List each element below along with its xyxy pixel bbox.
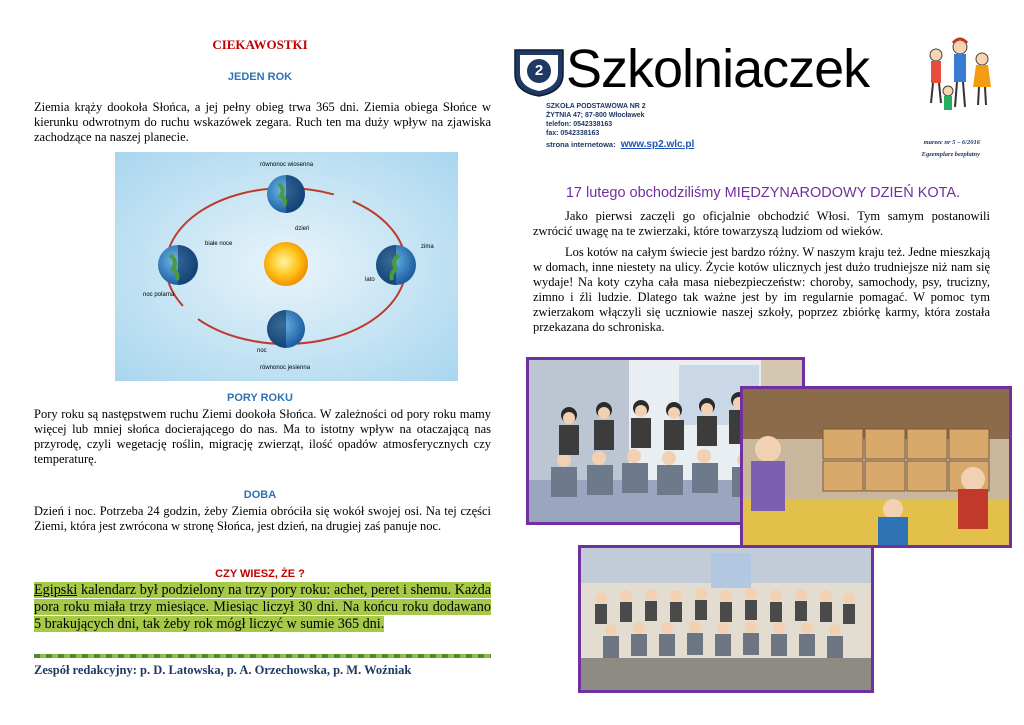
article-paragraph-1: Jako pierwsi zaczęli go oficjalnie obchodzić Włosi. Tym samym postanowili zwrócić uwagę na te zwierzaki, które towarzyszą ludziom od wieków. — [533, 209, 990, 238]
website-link[interactable]: www.sp2.wlc.pl — [620, 139, 695, 150]
school-phone: telefon: 0542338163 — [546, 121, 613, 128]
label-day: dzień — [295, 226, 310, 232]
label-winter: zima — [421, 244, 434, 250]
school-badge-icon — [512, 44, 566, 98]
label-polar-night: noc polarna — [143, 292, 175, 298]
earth-winter-left-icon — [158, 245, 198, 285]
website-row — [546, 139, 694, 150]
children-illustration — [918, 35, 998, 117]
earth-spring-icon — [267, 175, 305, 213]
editorial-team: Zespół redakcyjny: p. D. Latowska, p. A. Orzechowska, p. M. Woźniak — [34, 663, 412, 677]
class-photo-2 — [740, 386, 1012, 548]
badge-number: 2 — [534, 62, 544, 79]
issue-info: marzec nr 5 – 6/2016 — [923, 139, 980, 146]
did-you-know-text — [34, 582, 491, 633]
school-name: SZKOŁA PODSTAWOWA NR 2 — [546, 103, 646, 110]
egypt-word: Egipski — [34, 582, 78, 598]
section-title: CIEKAWOSTKI — [212, 37, 308, 52]
school-fax: fax: 0542338163 — [546, 130, 600, 137]
year-heading: JEDEN ROK — [227, 71, 293, 83]
earth-autumn-icon — [267, 310, 305, 348]
earth-orbit-diagram — [115, 152, 458, 381]
label-autumn: równonoc jesienna — [260, 365, 311, 371]
class-photo-3 — [578, 545, 874, 693]
school-address: ŻYTNIA 47; 87-800 Włocławek — [546, 112, 645, 119]
article-paragraph-2: Los kotów na całym świecie jest bardzo różny. W naszym kraju też. Jedne mieszkają w domach, inne niestety na ulicy. Życie kotów ulicznych jest dużo trudniejsze niż nam się wydaje! Na koty czyha cała masa niebezpieczeństw: choroby, samochody, psy, trucizny, zimno i źli ludzie. Dlatego tak ważne jest by im regularnie pomagać. W pomoc tym zwierzakom włączyli się uczniowie naszej szkoły, poprzez zbiórkę karmy, która została przekazana do schroniska. — [533, 245, 990, 334]
label-white-nights: białe noce — [205, 241, 233, 247]
earth-winter-right-icon — [376, 245, 416, 285]
article-title: 17 lutego obchodziliśmy MIĘDZYNARODOWY DZIEŃ KOTA. — [565, 185, 961, 201]
did-you-know-heading: CZY WIESZ, ŻE ? — [215, 568, 305, 580]
label-night: noc — [257, 348, 267, 354]
seasons-heading: PORY ROKU — [226, 392, 293, 404]
seasons-text: Pory roku są następstwem ruchu Ziemi dookoła Słońca. W zależności od pory roku mamy więcej lub mniej słońca docierającego do nas. Ma to istotny wpływ na otaczającą nas przyrodę, czyli wegetację roślin, migrację zwierząt, ilość opadów atmosferycznych czy temperaturę. — [34, 407, 491, 466]
day-text: Dzień i noc. Potrzeba 24 godzin, żeby Ziemia obróciła się wokół swojej osi. Na tej części Ziemi, która jest zwrócona w stronę Słońca, jest dzień, na drugiej zaś panuje noc. — [34, 504, 491, 533]
label-spring: równonoc wiosenna — [260, 162, 314, 168]
label-summer: lato — [365, 277, 375, 283]
year-text: Ziemia krąży dookoła Słońca, a jej pełny obieg trwa 365 dni. Ziemia obiega Słońce w kierunku odwrotnym do ruchu wskazówek zegara. Ruch ten ma duży wpływ na zjawiska zachodzące na naszej planecie. — [34, 100, 491, 144]
day-heading: DOBA — [243, 489, 277, 501]
newspaper-title: Szkolniaczek — [566, 39, 870, 99]
website-label: strona internetowa: — [546, 140, 616, 149]
did-you-know-body: kalendarz był podzielony na trzy pory roku: achet, peret i shemu. Każda pora roku miała trzy miesiące. Miesiąc liczył 30 dni. Na końcu roku dodawano 5 brakujących dni, tak żeby rok mógł liczyć w sumie 365 dni. — [34, 582, 491, 632]
badge-city: WŁOCŁAWEK — [520, 45, 558, 51]
contact-block — [546, 102, 746, 138]
footer-divider — [34, 654, 491, 658]
free-copy-note: Egzemplarz bezpłatny — [921, 151, 980, 158]
